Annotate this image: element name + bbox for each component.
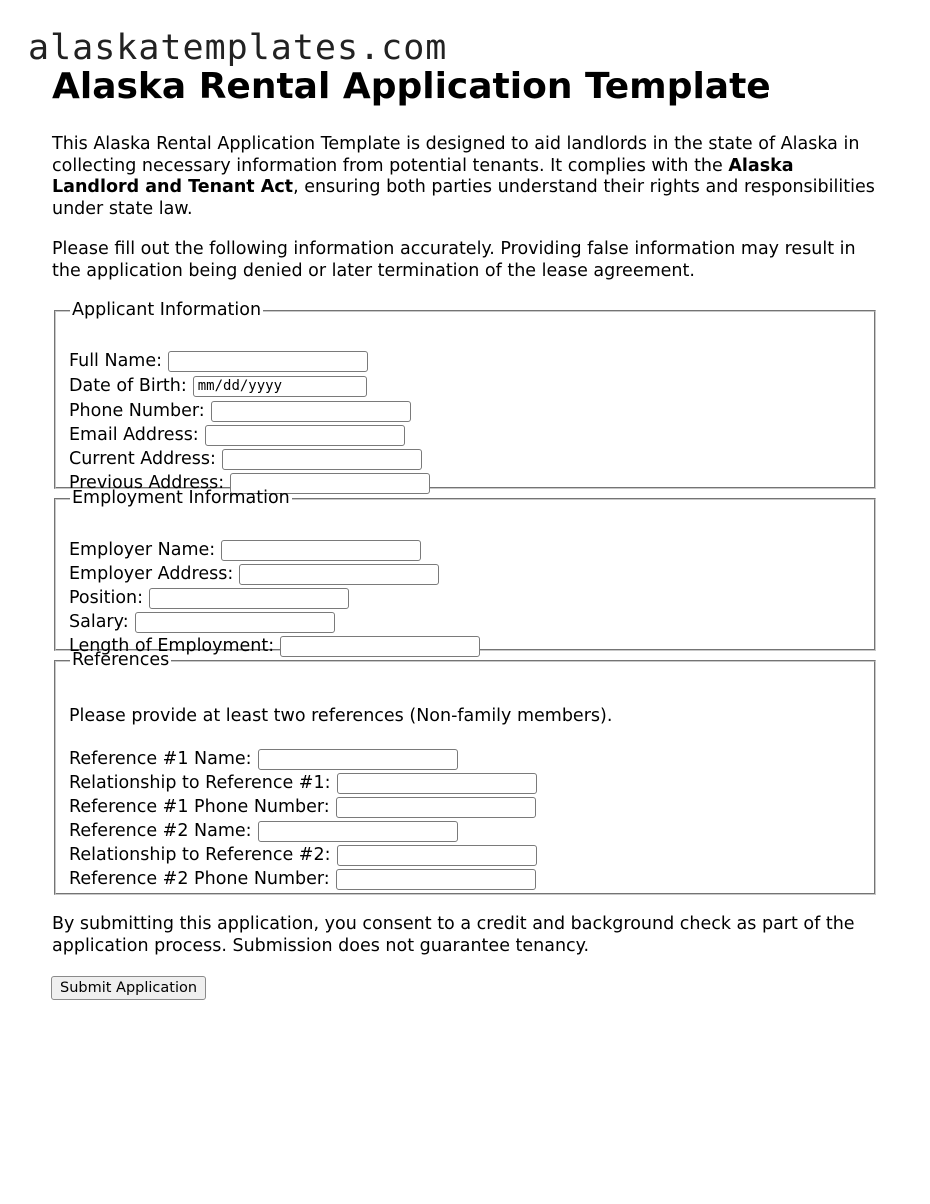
reference-2-name-input[interactable]: [258, 821, 458, 842]
intro-paragraph: [52, 134, 882, 220]
intro-act-name: Alaska Landlord and Tenant Act: [52, 155, 794, 197]
current-address-label: Current Address:: [69, 448, 216, 469]
date-of-birth-row: [69, 374, 367, 398]
employer-address-label: Employer Address:: [69, 563, 234, 584]
reference-1-name-label: Reference #1 Name:: [69, 748, 252, 769]
reference-1-relationship-row: [69, 771, 537, 795]
employer-name-row: [69, 538, 421, 562]
email-address-input[interactable]: [205, 425, 405, 446]
reference-2-relationship-row: [69, 843, 537, 867]
applicant-information-section: [54, 300, 876, 493]
employment-information-section: [54, 488, 876, 656]
reference-1-name-input[interactable]: [258, 749, 458, 770]
reference-1-phone-label: Reference #1 Phone Number:: [69, 796, 330, 817]
page-title: Alaska Rental Application Template: [52, 66, 771, 107]
references-section: [54, 650, 876, 895]
length-of-employment-label: Length of Employment:: [69, 635, 275, 656]
current-address-input[interactable]: [222, 449, 422, 470]
consent-paragraph: By submitting this application, you consent to a credit and background check as part of the application process. Submission does not guarantee tenancy.: [52, 914, 855, 956]
employer-name-input[interactable]: [221, 540, 421, 561]
full-name-row: [69, 349, 368, 373]
reference-1-name-row: [69, 747, 458, 771]
instructions-paragraph: Please fill out the following information accurately. Providing false information may result in the application being denied or later termination of the lease agreement.: [52, 239, 856, 281]
site-watermark: alaskatemplates.com: [28, 28, 448, 68]
phone-number-input[interactable]: [211, 401, 411, 422]
phone-number-label: Phone Number:: [69, 400, 205, 421]
date-of-birth-label: Date of Birth:: [69, 375, 187, 396]
position-input[interactable]: [149, 588, 349, 609]
reference-2-name-label: Reference #2 Name:: [69, 820, 252, 841]
reference-2-relationship-label: Relationship to Reference #2:: [69, 844, 331, 865]
salary-label: Salary:: [69, 611, 129, 632]
reference-2-name-row: [69, 819, 458, 843]
intro-text-1: This Alaska Rental Application Template is designed to aid landlords in the state of Alaska in collecting necessary information from potential tenants. It complies with the: [52, 134, 860, 176]
employment-information-legend: Employment Information: [72, 488, 290, 508]
reference-1-relationship-label: Relationship to Reference #1:: [69, 772, 331, 793]
previous-address-label: Previous Address:: [69, 472, 225, 493]
phone-number-row: [69, 399, 411, 423]
references-note: Please provide at least two references (Non-family members).: [69, 706, 613, 726]
email-address-row: [69, 423, 405, 447]
reference-2-relationship-input[interactable]: [337, 845, 537, 866]
reference-2-phone-row: [69, 867, 536, 891]
employer-address-input[interactable]: [239, 564, 439, 585]
employer-name-label: Employer Name:: [69, 539, 216, 560]
applicant-information-legend: Applicant Information: [72, 300, 262, 320]
intro-text-2: , ensuring both parties understand their rights and responsibilities under state law.: [52, 177, 875, 219]
salary-row: [69, 610, 335, 634]
reference-2-phone-input[interactable]: [336, 869, 536, 890]
reference-2-phone-label: Reference #2 Phone Number:: [69, 868, 330, 889]
reference-1-phone-row: [69, 795, 536, 819]
current-address-row: [69, 447, 422, 471]
full-name-label: Full Name:: [69, 350, 163, 371]
email-address-label: Email Address:: [69, 424, 199, 445]
references-legend: References: [72, 650, 170, 670]
submit-application-button[interactable]: Submit Application: [51, 976, 206, 1000]
date-of-birth-input[interactable]: [193, 376, 367, 397]
full-name-input[interactable]: [168, 351, 368, 372]
salary-input[interactable]: [135, 612, 335, 633]
position-row: [69, 586, 349, 610]
position-label: Position:: [69, 587, 144, 608]
reference-1-relationship-input[interactable]: [337, 773, 537, 794]
employer-address-row: [69, 562, 439, 586]
reference-1-phone-input[interactable]: [336, 797, 536, 818]
